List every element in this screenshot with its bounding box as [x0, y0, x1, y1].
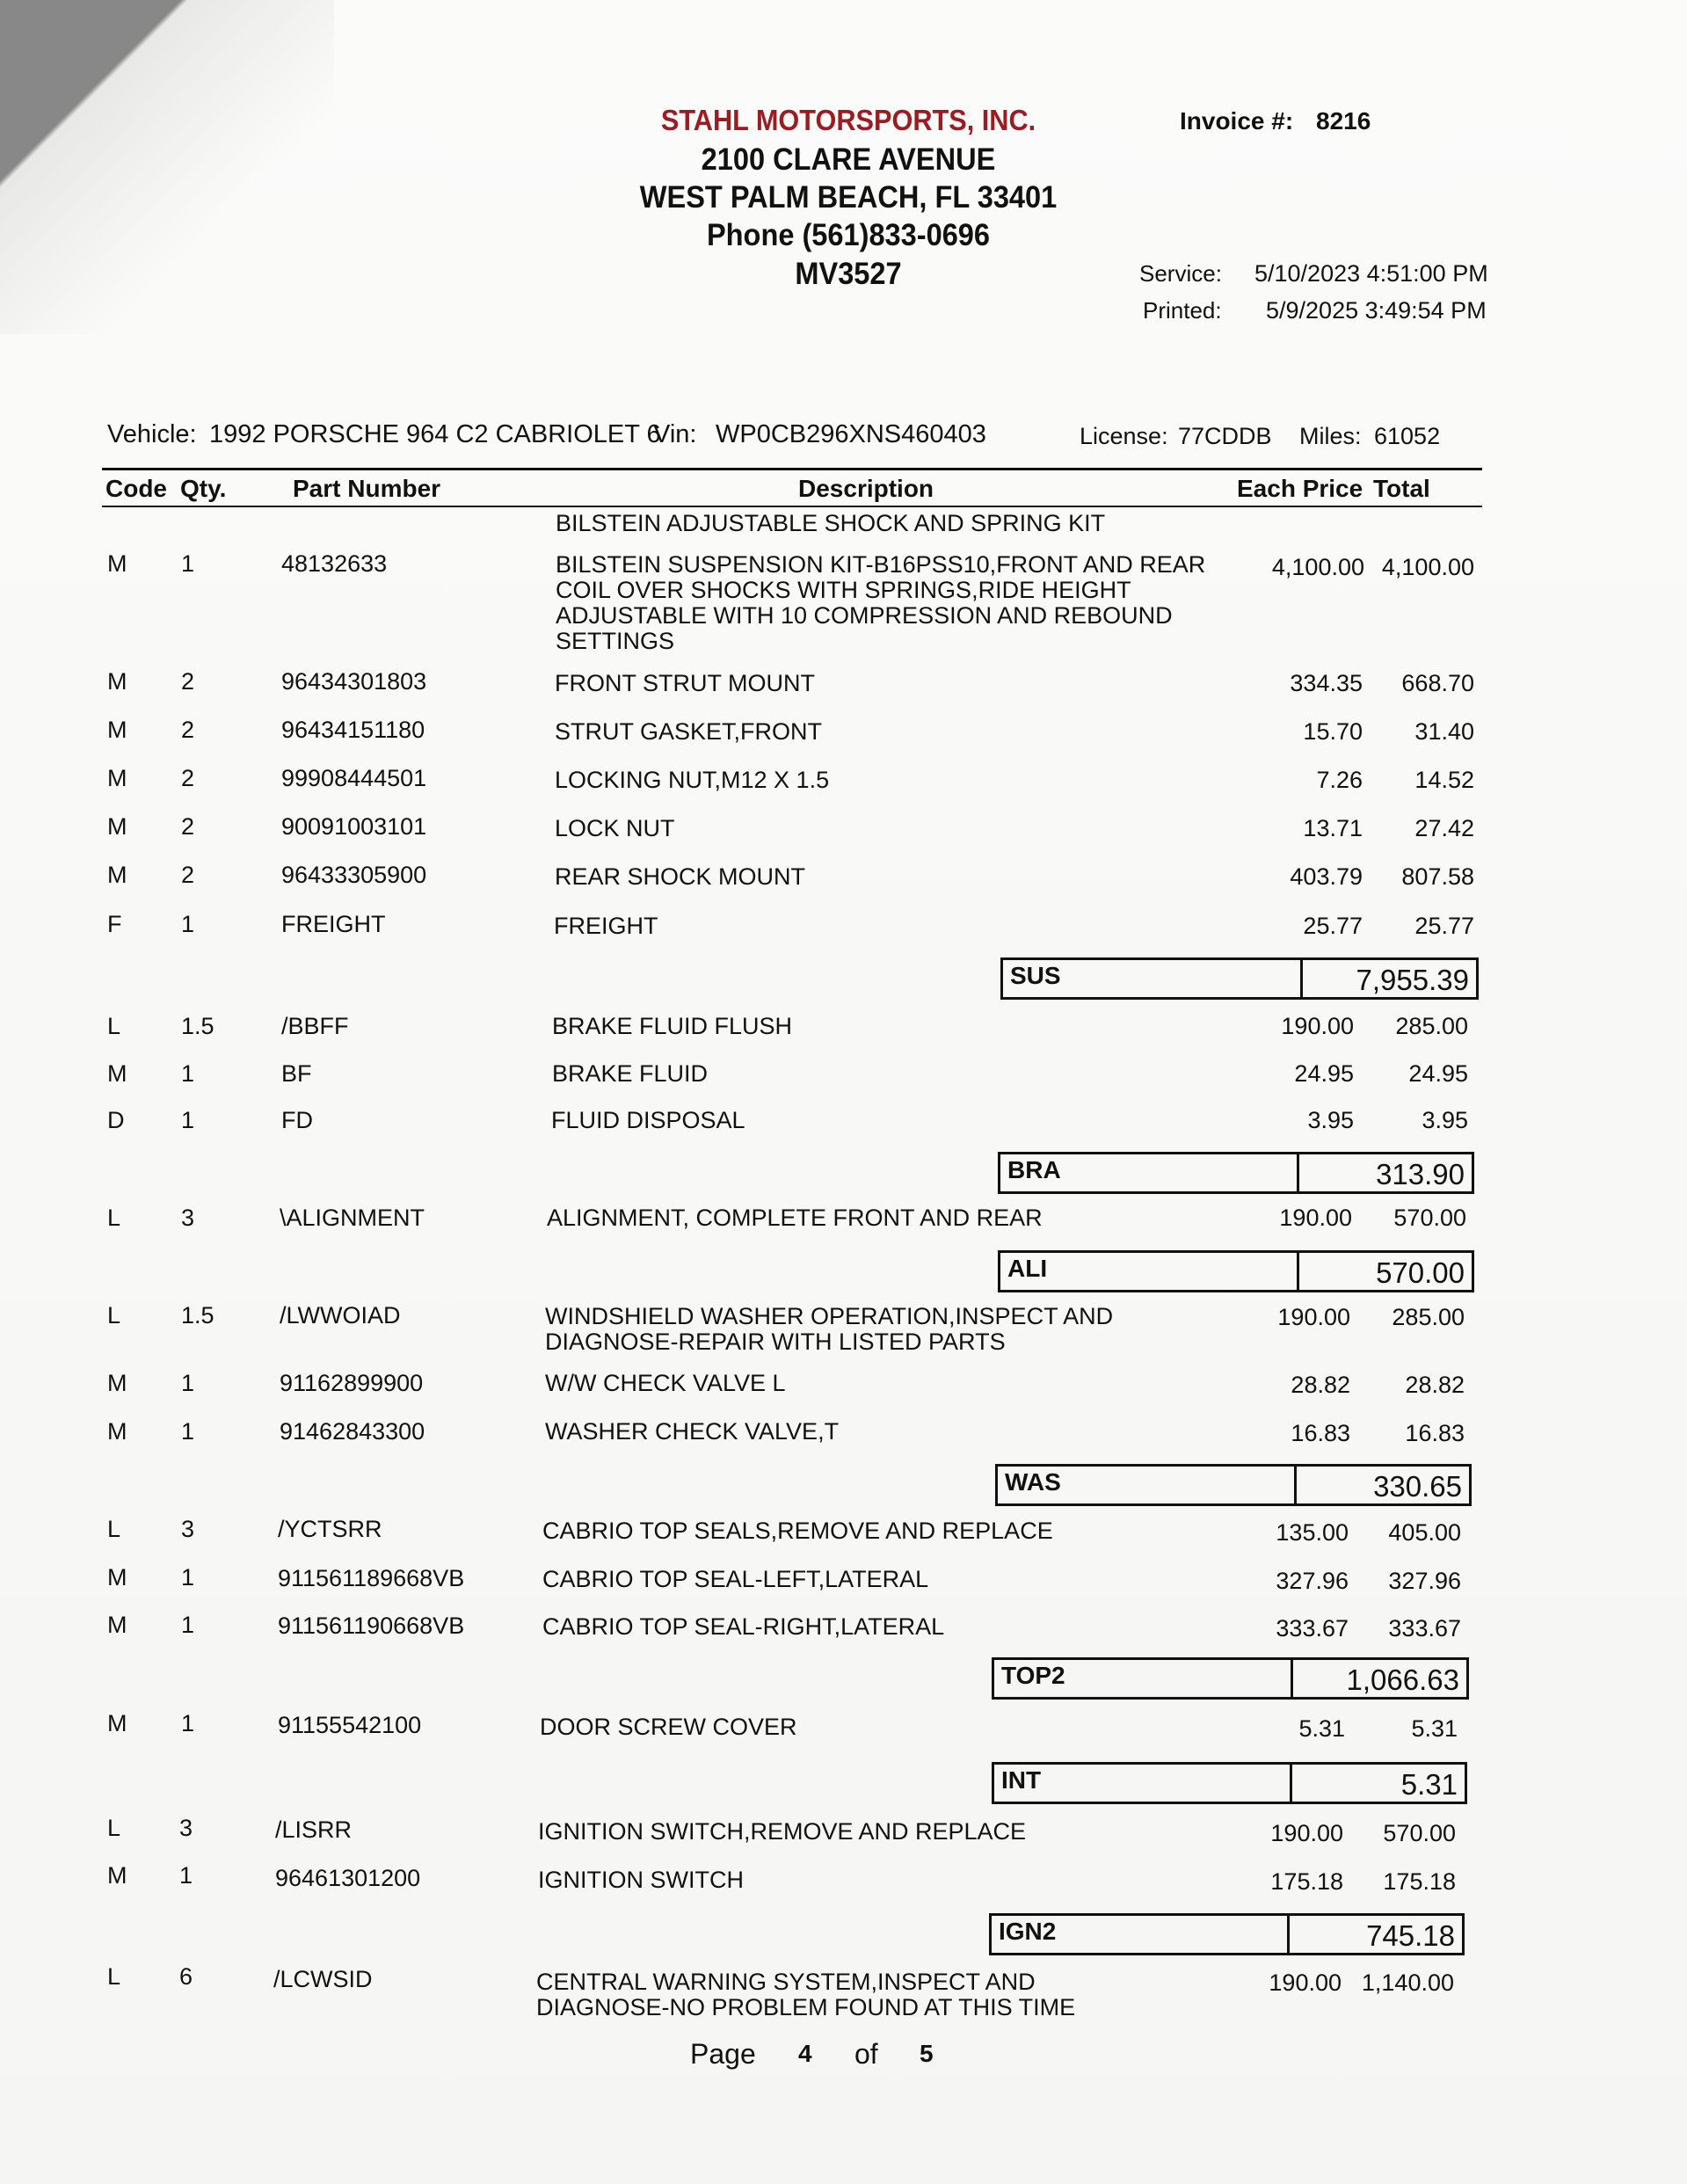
- row-description: FRONT STRUT MOUNT: [555, 670, 815, 696]
- row-part: 99908444501: [281, 765, 427, 791]
- row-code: M: [107, 717, 127, 743]
- row-total: 333.67: [1388, 1615, 1461, 1642]
- page-of-label: of: [854, 2038, 878, 2070]
- row-each-price: 28.82: [1291, 1372, 1350, 1398]
- row-each-price: 25.77: [1303, 913, 1363, 939]
- row-part: /LCWSID: [273, 1966, 373, 1992]
- row-qty: 2: [181, 668, 195, 695]
- row-description: REAR SHOCK MOUNT: [555, 863, 806, 890]
- subtotal-divider: [1287, 1916, 1290, 1953]
- row-code: L: [107, 1815, 121, 1841]
- row-each-price: 135.00: [1276, 1519, 1349, 1546]
- service-date: 5/10/2023 4:51:00 PM: [1254, 260, 1488, 287]
- row-part: 48132633: [281, 550, 388, 577]
- page-number: 4: [798, 2040, 812, 2067]
- folded-corner: [0, 0, 334, 334]
- row-description: WASHER CHECK VALVE,T: [545, 1418, 840, 1445]
- row-code: L: [107, 1205, 121, 1231]
- row-qty: 1: [181, 1612, 195, 1638]
- page-total: 5: [920, 2040, 934, 2067]
- subtotal-divider: [1297, 1253, 1299, 1290]
- row-each-price: 175.18: [1270, 1868, 1343, 1895]
- row-description: FLUID DISPOSAL: [551, 1107, 745, 1133]
- col-each-price: Each Price: [1237, 475, 1363, 502]
- subtotal-box: [995, 1464, 1472, 1506]
- row-qty: 3: [181, 1205, 195, 1231]
- row-part: 911561189668VB: [278, 1565, 465, 1591]
- row-part: BF: [281, 1060, 312, 1087]
- row-total: 570.00: [1393, 1205, 1466, 1231]
- service-label: Service:: [1139, 260, 1222, 287]
- row-description: BRAKE FLUID FLUSH: [552, 1013, 793, 1039]
- row-code: M: [107, 862, 127, 888]
- row-code: M: [107, 1418, 127, 1445]
- row-code: M: [107, 1370, 127, 1396]
- row-qty: 1: [181, 1418, 195, 1445]
- subtotal-label: SUS: [1010, 962, 1061, 989]
- col-qty: Qty.: [180, 475, 227, 502]
- row-part: FREIGHT: [281, 911, 386, 937]
- row-each-price: 16.83: [1291, 1420, 1350, 1446]
- row-code: M: [107, 1710, 127, 1736]
- col-code: Code: [105, 475, 167, 502]
- subtotal-divider: [1300, 960, 1303, 997]
- vehicle-label: Vehicle:: [107, 420, 197, 448]
- row-each-price: 334.35: [1290, 670, 1363, 696]
- row-part: 90091003101: [281, 813, 427, 840]
- subtotal-box: [989, 1913, 1465, 1955]
- row-part: 96434151180: [281, 717, 425, 743]
- row-each-price: 190.00: [1279, 1205, 1352, 1231]
- row-each-price: 7.26: [1316, 767, 1363, 793]
- row-code: L: [107, 1302, 121, 1329]
- row-part: 96433305900: [281, 862, 427, 888]
- printed-label: Printed:: [1143, 297, 1222, 324]
- row-each-price: 24.95: [1294, 1060, 1354, 1087]
- vehicle-value: 1992 PORSCHE 964 C2 CABRIOLET 6: [209, 420, 661, 448]
- row-qty: 2: [181, 717, 195, 743]
- row-total: 27.42: [1414, 815, 1474, 841]
- row-qty: 1: [181, 1710, 195, 1736]
- row-qty: 1: [181, 550, 195, 577]
- subtotal-label: WAS: [1005, 1468, 1061, 1496]
- row-part: 91155542100: [278, 1712, 422, 1738]
- row-part: 91462843300: [280, 1418, 425, 1445]
- kit-heading: BILSTEIN ADJUSTABLE SHOCK AND SPRING KIT: [556, 510, 1106, 536]
- subtotal-divider: [1297, 1154, 1299, 1191]
- col-total: Total: [1373, 475, 1430, 502]
- row-description: LOCKING NUT,M12 X 1.5: [555, 767, 830, 793]
- row-qty: 2: [181, 813, 195, 840]
- row-part: 91162899900: [280, 1370, 424, 1396]
- row-total: 3.95: [1422, 1107, 1468, 1133]
- row-total: 16.83: [1405, 1420, 1465, 1446]
- row-each-price: 190.00: [1281, 1013, 1354, 1039]
- row-qty: 6: [179, 1963, 193, 1990]
- row-qty: 1: [181, 1370, 195, 1396]
- row-description: CABRIO TOP SEAL-LEFT,LATERAL: [542, 1566, 929, 1592]
- license-label: License:: [1080, 423, 1168, 449]
- row-code: M: [107, 668, 127, 695]
- subtotal-amount: 313.90: [1376, 1158, 1465, 1190]
- row-code: L: [107, 1516, 121, 1542]
- miles-value: 61052: [1374, 423, 1441, 449]
- subtotal-divider: [1290, 1765, 1292, 1802]
- row-each-price: 190.00: [1270, 1820, 1343, 1846]
- row-code: M: [107, 1564, 127, 1591]
- row-description: BILSTEIN SUSPENSION KIT-B16PSS10,FRONT AND REAR COIL OVER SHOCKS WITH SPRINGS,RIDE HEIGHT ADJUSTABLE WITH 10 COMPRESSION AND REBOUND SETTINGS: [556, 551, 1206, 654]
- vin-value: WP0CB296XNS460403: [716, 420, 986, 448]
- subtotal-box: [1000, 957, 1479, 1000]
- row-qty: 3: [181, 1516, 195, 1542]
- row-part: /YCTSRR: [278, 1516, 382, 1542]
- row-description: W/W CHECK VALVE L: [545, 1370, 786, 1396]
- row-qty: 1: [181, 1107, 195, 1133]
- row-code: D: [107, 1107, 125, 1133]
- row-description: ALIGNMENT, COMPLETE FRONT AND REAR: [547, 1205, 1043, 1231]
- row-total: 25.77: [1414, 913, 1474, 939]
- row-description: IGNITION SWITCH: [538, 1867, 744, 1893]
- row-total: 668.70: [1401, 670, 1474, 696]
- row-code: M: [107, 813, 127, 840]
- row-part: \ALIGNMENT: [280, 1205, 425, 1231]
- row-code: M: [107, 550, 127, 577]
- subtotal-amount: 330.65: [1373, 1470, 1462, 1503]
- row-description: BRAKE FLUID: [552, 1060, 709, 1087]
- company-city: WEST PALM BEACH, FL 33401: [639, 180, 1058, 215]
- row-description: LOCK NUT: [555, 815, 675, 841]
- subtotal-amount: 745.18: [1366, 1919, 1455, 1952]
- row-total: 327.96: [1388, 1568, 1461, 1594]
- row-total: 14.52: [1414, 767, 1474, 793]
- row-part: /LWWOIAD: [280, 1302, 401, 1329]
- subtotal-amount: 7,955.39: [1356, 964, 1469, 996]
- row-code: M: [107, 1862, 127, 1889]
- row-total: 285.00: [1395, 1013, 1468, 1039]
- subtotal-amount: 1,066.63: [1346, 1663, 1459, 1696]
- company-mv-number: MV3527: [795, 257, 902, 291]
- row-total: 405.00: [1388, 1519, 1461, 1546]
- row-total: 175.18: [1383, 1868, 1456, 1895]
- row-total: 1,140.00: [1361, 1969, 1454, 1996]
- row-qty: 1.5: [181, 1013, 215, 1039]
- col-part-number: Part Number: [293, 475, 441, 502]
- header-rule-top: [102, 468, 1482, 470]
- subtotal-divider: [1291, 1660, 1293, 1697]
- row-description: WINDSHIELD WASHER OPERATION,INSPECT AND DIAGNOSE-REPAIR WITH LISTED PARTS: [545, 1303, 1114, 1355]
- row-total: 5.31: [1411, 1715, 1458, 1742]
- row-description: FREIGHT: [554, 913, 658, 939]
- row-qty: 2: [181, 765, 195, 791]
- row-each-price: 403.79: [1290, 863, 1363, 890]
- row-part: 96461301200: [275, 1865, 421, 1891]
- invoice-number-label: Invoice #:: [1180, 107, 1294, 135]
- row-total: 31.40: [1414, 718, 1474, 745]
- printed-date: 5/9/2025 3:49:54 PM: [1266, 297, 1487, 324]
- row-total: 28.82: [1405, 1372, 1465, 1398]
- subtotal-amount: 5.31: [1400, 1768, 1458, 1801]
- company-address: 2100 CLARE AVENUE: [701, 142, 996, 177]
- subtotal-label: TOP2: [1001, 1662, 1065, 1689]
- subtotal-label: BRA: [1007, 1156, 1061, 1183]
- subtotal-box: [992, 1762, 1467, 1804]
- row-part: 911561190668VB: [278, 1613, 465, 1639]
- row-qty: 1: [181, 1060, 195, 1087]
- subtotal-box: [998, 1152, 1474, 1194]
- row-each-price: 3.95: [1307, 1107, 1354, 1133]
- row-each-price: 4,100.00: [1271, 554, 1364, 580]
- subtotal-label: ALI: [1007, 1255, 1048, 1282]
- subtotal-label: IGN2: [999, 1918, 1057, 1945]
- row-each-price: 327.96: [1276, 1568, 1349, 1594]
- row-total: 24.95: [1408, 1060, 1468, 1087]
- row-code: L: [107, 1963, 121, 1990]
- vin-label: Vin:: [653, 420, 697, 448]
- row-description: CENTRAL WARNING SYSTEM,INSPECT AND DIAGNOSE-NO PROBLEM FOUND AT THIS TIME: [536, 1969, 1076, 2020]
- header-rule-bottom: [102, 506, 1482, 507]
- row-total: 285.00: [1392, 1304, 1465, 1330]
- row-part: /LISRR: [275, 1816, 353, 1843]
- company-phone: Phone (561)833-0696: [706, 218, 991, 252]
- row-part: 96434301803: [281, 668, 427, 695]
- row-code: M: [107, 765, 127, 791]
- row-code: L: [107, 1013, 121, 1039]
- row-code: M: [107, 1612, 127, 1638]
- row-qty: 1.5: [181, 1302, 215, 1329]
- row-each-price: 15.70: [1303, 718, 1363, 745]
- row-code: M: [107, 1060, 127, 1087]
- row-qty: 3: [179, 1815, 193, 1841]
- subtotal-box: [998, 1250, 1474, 1292]
- row-qty: 2: [181, 862, 195, 888]
- row-part: FD: [281, 1107, 313, 1133]
- license-value: 77CDDB: [1178, 423, 1272, 449]
- invoice-number: 8216: [1316, 107, 1371, 135]
- row-each-price: 5.31: [1298, 1715, 1345, 1742]
- row-description: CABRIO TOP SEAL-RIGHT,LATERAL: [542, 1613, 945, 1640]
- row-part: /BBFF: [281, 1013, 349, 1039]
- subtotal-label: INT: [1001, 1766, 1042, 1794]
- row-qty: 1: [181, 1564, 195, 1591]
- row-each-price: 190.00: [1269, 1969, 1342, 1996]
- row-description: STRUT GASKET,FRONT: [555, 718, 823, 745]
- row-description: IGNITION SWITCH,REMOVE AND REPLACE: [538, 1818, 1027, 1845]
- page-label: Page: [690, 2038, 756, 2070]
- row-qty: 1: [179, 1862, 193, 1889]
- row-description: DOOR SCREW COVER: [540, 1714, 797, 1740]
- row-total: 4,100.00: [1381, 554, 1474, 580]
- company-name: STAHL MOTORSPORTS, INC.: [660, 104, 1036, 136]
- row-each-price: 190.00: [1277, 1304, 1350, 1330]
- row-total: 807.58: [1401, 863, 1474, 890]
- subtotal-box: [992, 1657, 1469, 1700]
- row-qty: 1: [181, 911, 195, 937]
- subtotal-divider: [1294, 1467, 1297, 1503]
- row-code: F: [107, 911, 122, 937]
- row-each-price: 333.67: [1276, 1615, 1349, 1642]
- row-each-price: 13.71: [1303, 815, 1363, 841]
- row-total: 570.00: [1383, 1820, 1456, 1846]
- subtotal-amount: 570.00: [1376, 1256, 1465, 1289]
- col-description: Description: [798, 475, 934, 502]
- miles-label: Miles:: [1299, 423, 1362, 449]
- row-description: CABRIO TOP SEALS,REMOVE AND REPLACE: [542, 1518, 1053, 1544]
